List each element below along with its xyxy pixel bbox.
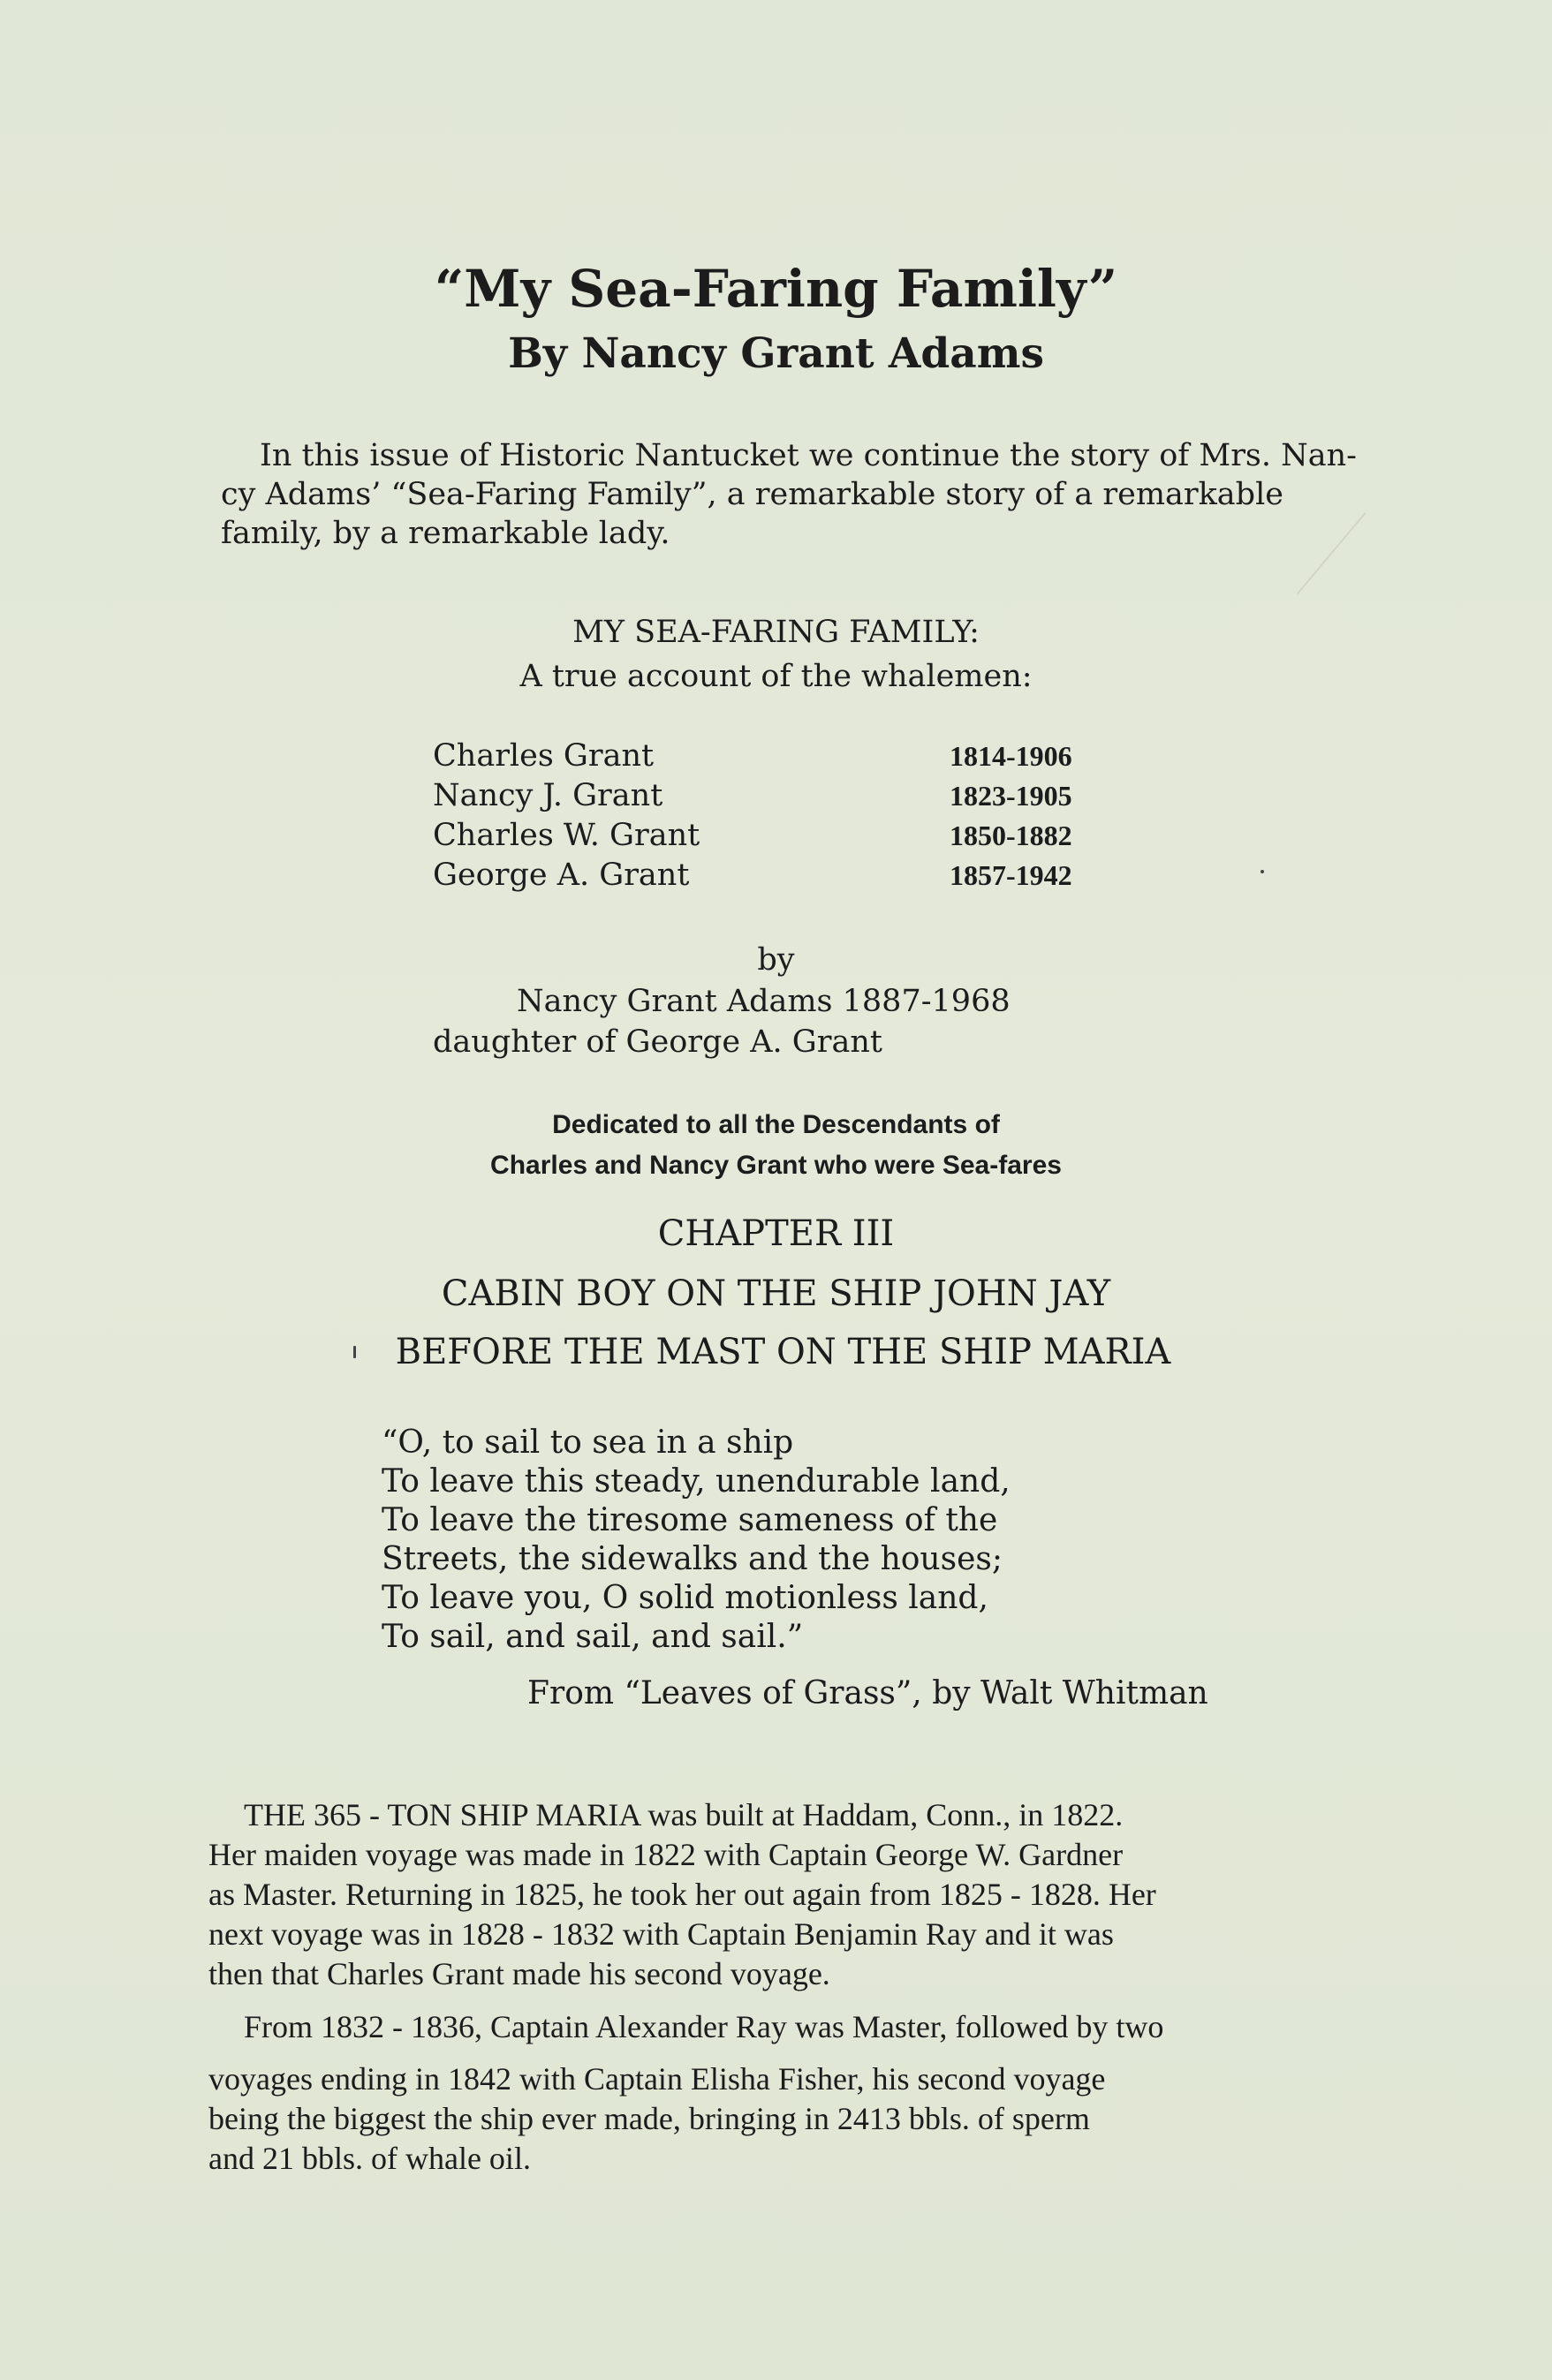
intro-paragraph xyxy=(221,436,1378,553)
member-years: 1857-1942 xyxy=(950,859,1072,891)
intro-line: family, by a remarkable lady. xyxy=(221,516,670,551)
member-name: Charles W. Grant xyxy=(433,818,700,853)
dedication-line: Charles and Nancy Grant who were Sea-fares xyxy=(490,1151,1062,1180)
intro-line: In this issue of Historic Nantucket we continue the story of Mrs. Nan- xyxy=(260,438,1358,473)
body-line: Her maiden voyage was made in 1822 with Captain George W. Gardner xyxy=(208,1837,1124,1872)
body-line: THE 365 - TON SHIP MARIA was built at Haddam, Conn., in 1822. xyxy=(244,1797,1124,1832)
body-line: then that Charles Grant made his second voyage. xyxy=(208,1956,830,1991)
intro-line: cy Adams’ “Sea-Faring Family”, a remarkable story of a remarkable xyxy=(221,477,1283,512)
print-speck xyxy=(1261,870,1264,873)
book-title: MY SEA-FARING FAMILY: xyxy=(572,615,980,650)
family-members-list xyxy=(433,737,1139,895)
author-relation: daughter of George A. Grant xyxy=(433,1024,882,1060)
poem-line: To leave this steady, unendurable land, xyxy=(382,1463,1011,1500)
member-name: George A. Grant xyxy=(433,858,690,893)
member-name: Charles Grant xyxy=(433,738,655,774)
article-title: “My Sea-Faring Family” xyxy=(434,259,1118,319)
article-byline: By Nancy Grant Adams xyxy=(508,329,1044,378)
poem-line: To sail, and sail, and sail.” xyxy=(382,1619,804,1655)
poem-attribution: From “Leaves of Grass”, by Walt Whitman xyxy=(527,1675,1208,1711)
member-name: Nancy J. Grant xyxy=(433,778,663,813)
chapter-number: CHAPTER III xyxy=(657,1213,895,1254)
body-line: being the biggest the ship ever made, bringing in 2413 bbls. of sperm xyxy=(208,2101,1090,2136)
body-line: voyages ending in 1842 with Captain Elisha Fisher, his second voyage xyxy=(208,2061,1106,2097)
body-line: From 1832 - 1836, Captain Alexander Ray was Master, followed by two xyxy=(244,2009,1164,2044)
family-member-row xyxy=(433,776,1139,816)
poem-line: To leave the tiresome sameness of the xyxy=(382,1502,998,1538)
poem-line: Streets, the sidewalks and the houses; xyxy=(382,1541,1003,1577)
poem-line: “O, to sail to sea in a ship xyxy=(382,1424,794,1461)
body-paragraph xyxy=(208,2007,1366,2047)
body-line: as Master. Returning in 1825, he took her out again from 1825 - 1828. Her xyxy=(208,1877,1156,1912)
chapter-heading: CABIN BOY ON THE SHIP JOHN JAY xyxy=(441,1273,1111,1314)
author-name: Nancy Grant Adams 1887-1968 xyxy=(517,984,1011,1019)
family-member-row xyxy=(433,737,1139,776)
book-subtitle: A true account of the whalemen: xyxy=(519,659,1033,694)
member-years: 1814-1906 xyxy=(950,740,1072,772)
poem-line: To leave you, O solid motionless land, xyxy=(382,1580,988,1616)
poem-quote xyxy=(382,1424,1011,1657)
member-years: 1850-1882 xyxy=(950,820,1072,851)
family-member-row xyxy=(433,816,1139,856)
body-paragraph-continued xyxy=(208,2059,1366,2179)
body-line: next voyage was in 1828 - 1832 with Captain Benjamin Ray and it was xyxy=(208,1916,1114,1952)
dedication-line: Dedicated to all the Descendants of xyxy=(552,1110,1000,1139)
chapter-heading: BEFORE THE MAST ON THE SHIP MARIA xyxy=(395,1332,1171,1372)
member-years: 1823-1905 xyxy=(950,780,1072,812)
body-line: and 21 bbls. of whale oil. xyxy=(208,2141,531,2176)
family-member-row xyxy=(433,856,1139,895)
body-paragraph xyxy=(208,1795,1366,1994)
print-speck xyxy=(353,1346,356,1358)
by-label: by xyxy=(757,942,795,978)
